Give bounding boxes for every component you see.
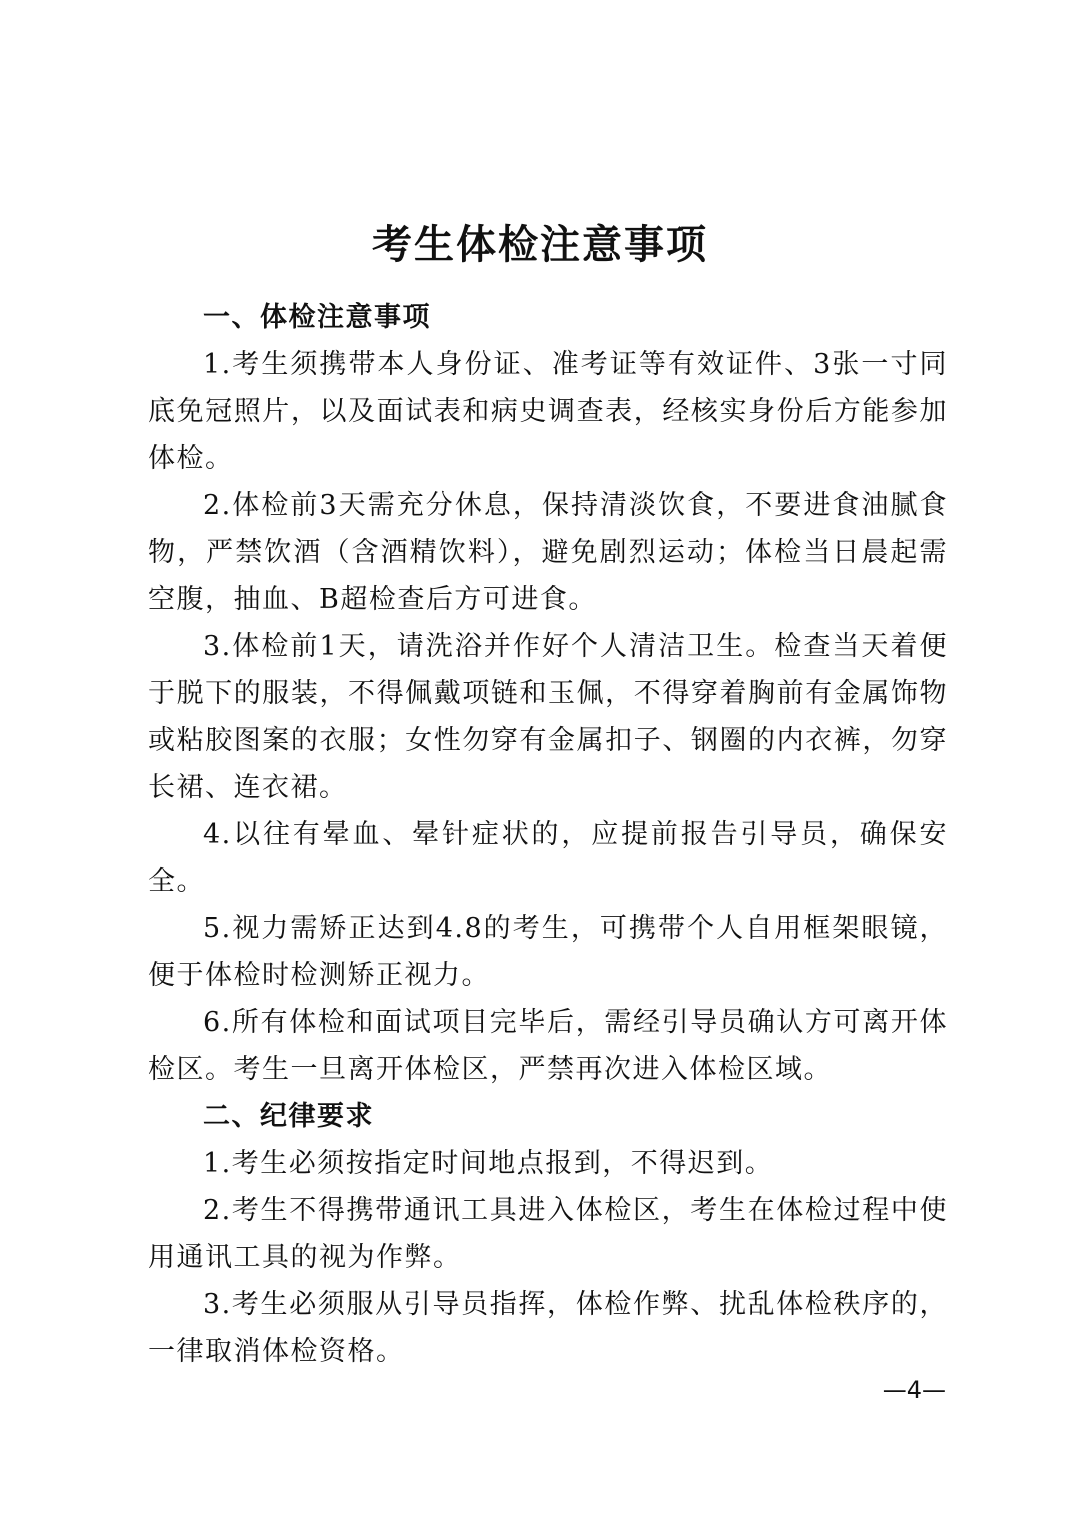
paragraph-item: 3.体检前1天，请洗浴并作好个人清洁卫生。检查当天着便于脱下的服装，不得佩戴项链和玉佩，不得穿着胸前有金属饰物或粘胶图案的衣服；女性勿穿有金属扣子、钢圈的内衣裤，勿穿长裙、连衣裙。 [148,631,948,803]
paragraph-item: 1.考生必须按指定时间地点报到，不得迟到。 [203,1148,774,1179]
paragraph-item: 6.所有体检和面试项目完毕后，需经引导员确认方可离开体检区。考生一旦离开体检区，严禁再次进入体检区域。 [148,1007,948,1085]
paragraph-item: 4.以往有晕血、晕针症状的，应提前报告引导员，确保安全。 [148,819,948,897]
paragraph-item: 2.体检前3天需充分休息，保持清淡饮食，不要进食油腻食物，严禁饮酒（含酒精饮料），避免剧烈运动；体检当日晨起需空腹，抽血、B超检查后方可进食。 [148,490,948,615]
page-number: —4— [882,1376,946,1404]
paragraph-item: 2.考生不得携带通讯工具进入体检区，考生在体检过程中使用通讯工具的视为作弊。 [148,1195,948,1273]
section-heading: 二、纪律要求 [203,1101,374,1132]
paragraph-item: 5.视力需矫正达到4.8的考生，可携带个人自用框架眼镜，便于体检时检测矫正视力。 [148,913,948,991]
paragraph-item: 3.考生必须服从引导员指挥，体检作弊、扰乱体检秩序的，一律取消体检资格。 [148,1289,948,1367]
paragraph-item: 1.考生须携带本人身份证、准考证等有效证件、3张一寸同底免冠照片，以及面试表和病史调查表，经核实身份后方能参加体检。 [148,349,948,474]
section-discipline [148,1093,948,1375]
section-exam-notes [148,294,948,1093]
page-title: 考生体检注意事项 [372,221,708,268]
section-heading: 一、体检注意事项 [203,302,431,333]
document-body [148,294,948,1375]
